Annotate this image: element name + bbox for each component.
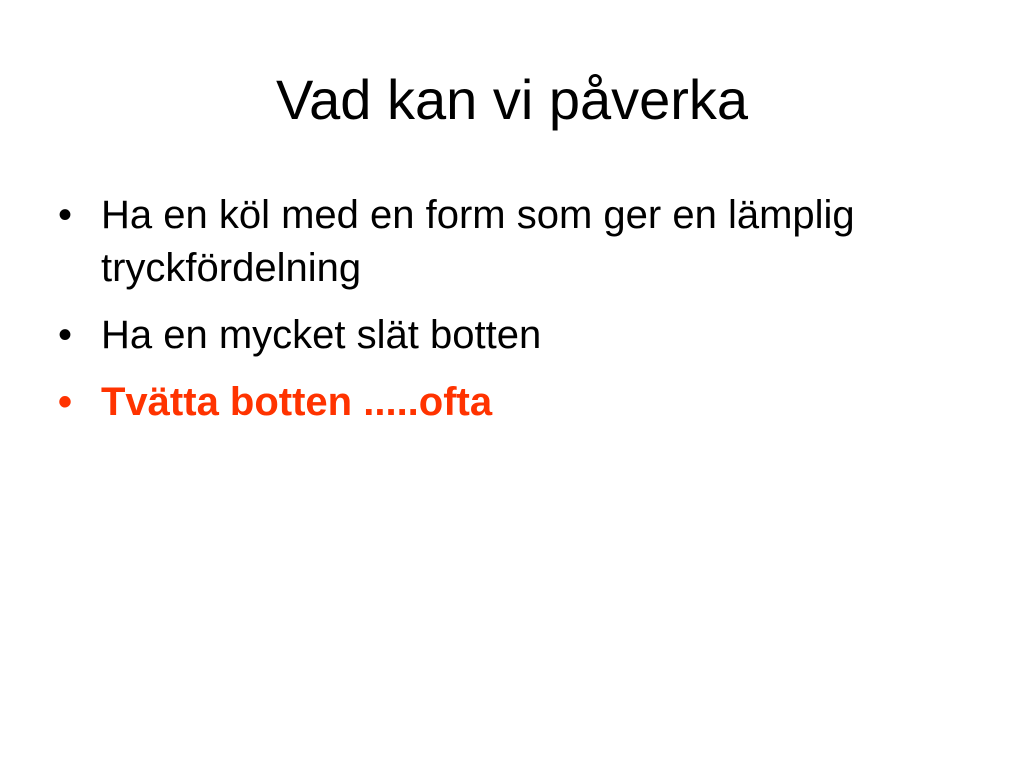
bullet-text: Tvätta botten .....ofta bbox=[101, 380, 493, 424]
bullet-icon: • bbox=[58, 313, 73, 357]
bullet-list bbox=[58, 189, 988, 443]
bullet-item bbox=[58, 189, 988, 295]
bullet-text: Ha en köl med en form som ger en lämplig tryckfördelning bbox=[101, 193, 855, 290]
bullet-item bbox=[58, 309, 988, 362]
bullet-icon: • bbox=[58, 380, 73, 424]
bullet-item-highlighted bbox=[58, 376, 988, 429]
slide-title: Vad kan vi påverka bbox=[275, 68, 749, 131]
bullet-icon: • bbox=[58, 193, 73, 237]
bullet-text: Ha en mycket slät botten bbox=[101, 313, 542, 357]
